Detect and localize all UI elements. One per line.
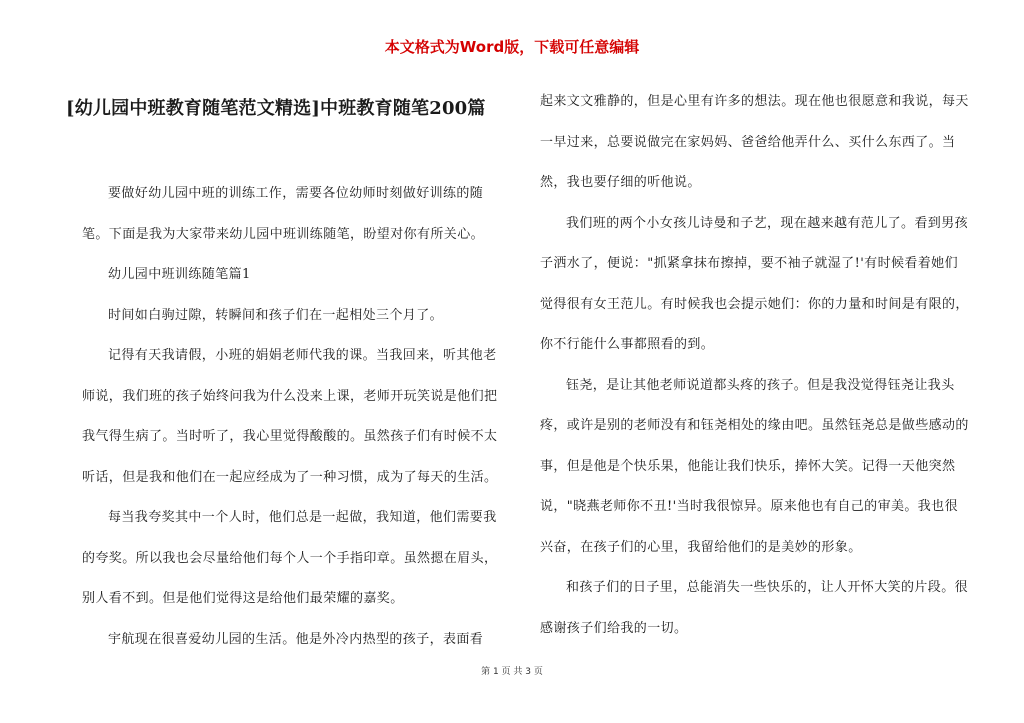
paragraph: 记得有天我请假，小班的娟娟老师代我的课。当我回来，听其他老师说，我们班的孩子始终问我为什么没来上课，老师开玩笑说是他们把我气得生病了。当时听了，我心里觉得酸酸的。虽然孩子们有时候不太听话，但是我和他们在一起应经成为了一种习惯，成为了每天的生活。 [82, 348, 498, 485]
document-banner: 本文格式为Word版，下载可任意编辑 [384, 38, 640, 56]
paragraph: 宇航现在很喜爱幼儿园的生活。他是外冷内热型的孩子，表面看 [108, 631, 484, 647]
paragraph: 钰尧，是让其他老师说道都头疼的孩子。但是我没觉得钰尧让我头疼，或许是别的老师没有和钰尧相处的缘由吧。虽然钰尧总是做些感动的事，但是他是个快乐果，他能让我们快乐，捧怀大笑。记得一天他突然说，"晓燕老师你不丑!'当时我很惊异。原来他也有自己的审美。我也很兴奋，在孩子们的心里，我留给他们的是美妙的形象。 [540, 377, 969, 555]
paragraph: 我们班的两个小女孩儿诗曼和子艺，现在越来越有范儿了。看到男孩子洒水了，便说："抓紧拿抹布擦掉，要不袖子就湿了!'有时候看着她们觉得很有女王范儿。有时候我也会提示她们：你的力量和时间是有限的，你不行能什么事都照看的到。 [540, 215, 969, 352]
left-column [82, 174, 502, 660]
document-title: [幼儿园中班教育随笔范文精选]中班教育随笔200篇 [66, 98, 486, 119]
paragraph: 时间如白驹过隙，转瞬间和孩子们在一起相处三个月了。 [108, 307, 444, 323]
page-number: 第 1 页 共 3 页 [481, 667, 543, 677]
right-column [540, 82, 970, 649]
paragraph: 要做好幼儿园中班的训练工作，需要各位幼师时刻做好训练的随笔。下面是我为大家带来幼儿园中班训练随笔，盼望对你有所关心。 [82, 186, 485, 242]
paragraph: 和孩子们的日子里，总能消失一些快乐的，让人开怀大笑的片段。很感谢孩子们给我的一切。 [540, 580, 969, 636]
paragraph: 起来文文雅静的，但是心里有许多的想法。现在他也很愿意和我说，每天一早过来，总要说做完在家妈妈、爸爸给他弄什么、买什么东西了。当然，我也要仔细的听他说。 [540, 94, 969, 190]
paragraph: 每当我夸奖其中一个人时，他们总是一起做，我知道，他们需要我的夸奖。所以我也会尽量给他们每个人一个手指印章。虽然摁在眉头，别人看不到。但是他们觉得这是给他们最荣耀的嘉奖。 [82, 510, 498, 606]
section-heading: 幼儿园中班训练随笔篇1 [108, 267, 251, 282]
